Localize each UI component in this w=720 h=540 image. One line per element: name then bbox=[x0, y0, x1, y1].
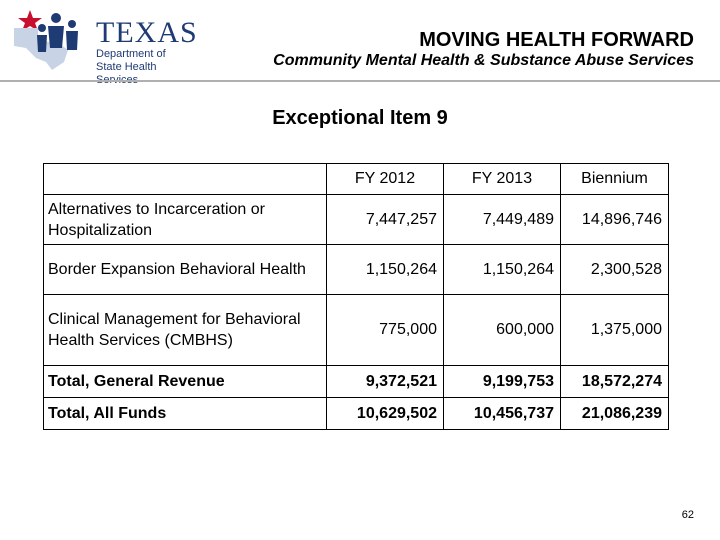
row-label: Total, All Funds bbox=[44, 398, 327, 430]
cell-fy2013: 9,199,753 bbox=[444, 366, 561, 398]
dshs-logo bbox=[8, 4, 198, 76]
page-number: 62 bbox=[681, 509, 694, 521]
logo-wordmark bbox=[96, 18, 198, 87]
header-empty-cell bbox=[44, 164, 327, 195]
header-divider bbox=[0, 80, 720, 82]
texas-figures-emblem-icon bbox=[8, 4, 92, 76]
cell-biennium: 14,896,746 bbox=[561, 195, 669, 245]
cell-fy2013: 10,456,737 bbox=[444, 398, 561, 430]
row-label: Border Expansion Behavioral Health bbox=[44, 245, 327, 295]
page-title: MOVING HEALTH FORWARD bbox=[419, 29, 694, 51]
cell-fy2012: 775,000 bbox=[327, 295, 444, 366]
row-label: Total, General Revenue bbox=[44, 366, 327, 398]
table-row bbox=[44, 398, 669, 430]
table-row bbox=[44, 366, 669, 398]
cell-biennium: 21,086,239 bbox=[561, 398, 669, 430]
column-header-fy2012: FY 2012 bbox=[327, 164, 444, 195]
column-header-fy2013: FY 2013 bbox=[444, 164, 561, 195]
table-header-row bbox=[44, 164, 669, 195]
cell-fy2012: 10,629,502 bbox=[327, 398, 444, 430]
logo-dept-line2: State Health bbox=[96, 61, 157, 73]
cell-biennium: 1,375,000 bbox=[561, 295, 669, 366]
row-label: Alternatives to Incarceration or Hospitalization bbox=[44, 195, 327, 245]
cell-fy2012: 9,372,521 bbox=[327, 366, 444, 398]
logo-dept-line1: Department of bbox=[96, 48, 166, 60]
cell-fy2013: 7,449,489 bbox=[444, 195, 561, 245]
cell-biennium: 18,572,274 bbox=[561, 366, 669, 398]
section-heading: Exceptional Item 9 bbox=[272, 107, 448, 129]
cell-fy2013: 1,150,264 bbox=[444, 245, 561, 295]
cell-fy2012: 7,447,257 bbox=[327, 195, 444, 245]
row-label: Clinical Management for Behavioral Health Services (CMBHS) bbox=[44, 295, 327, 366]
table-row bbox=[44, 295, 669, 366]
exceptional-item-table bbox=[43, 163, 669, 430]
table-row bbox=[44, 195, 669, 245]
table-row bbox=[44, 245, 669, 295]
column-header-biennium: Biennium bbox=[561, 164, 669, 195]
logo-state-name: TEXAS bbox=[96, 16, 198, 49]
cell-fy2013: 600,000 bbox=[444, 295, 561, 366]
cell-biennium: 2,300,528 bbox=[561, 245, 669, 295]
cell-fy2012: 1,150,264 bbox=[327, 245, 444, 295]
page-subtitle: Community Mental Health & Substance Abuse Services bbox=[273, 52, 694, 69]
